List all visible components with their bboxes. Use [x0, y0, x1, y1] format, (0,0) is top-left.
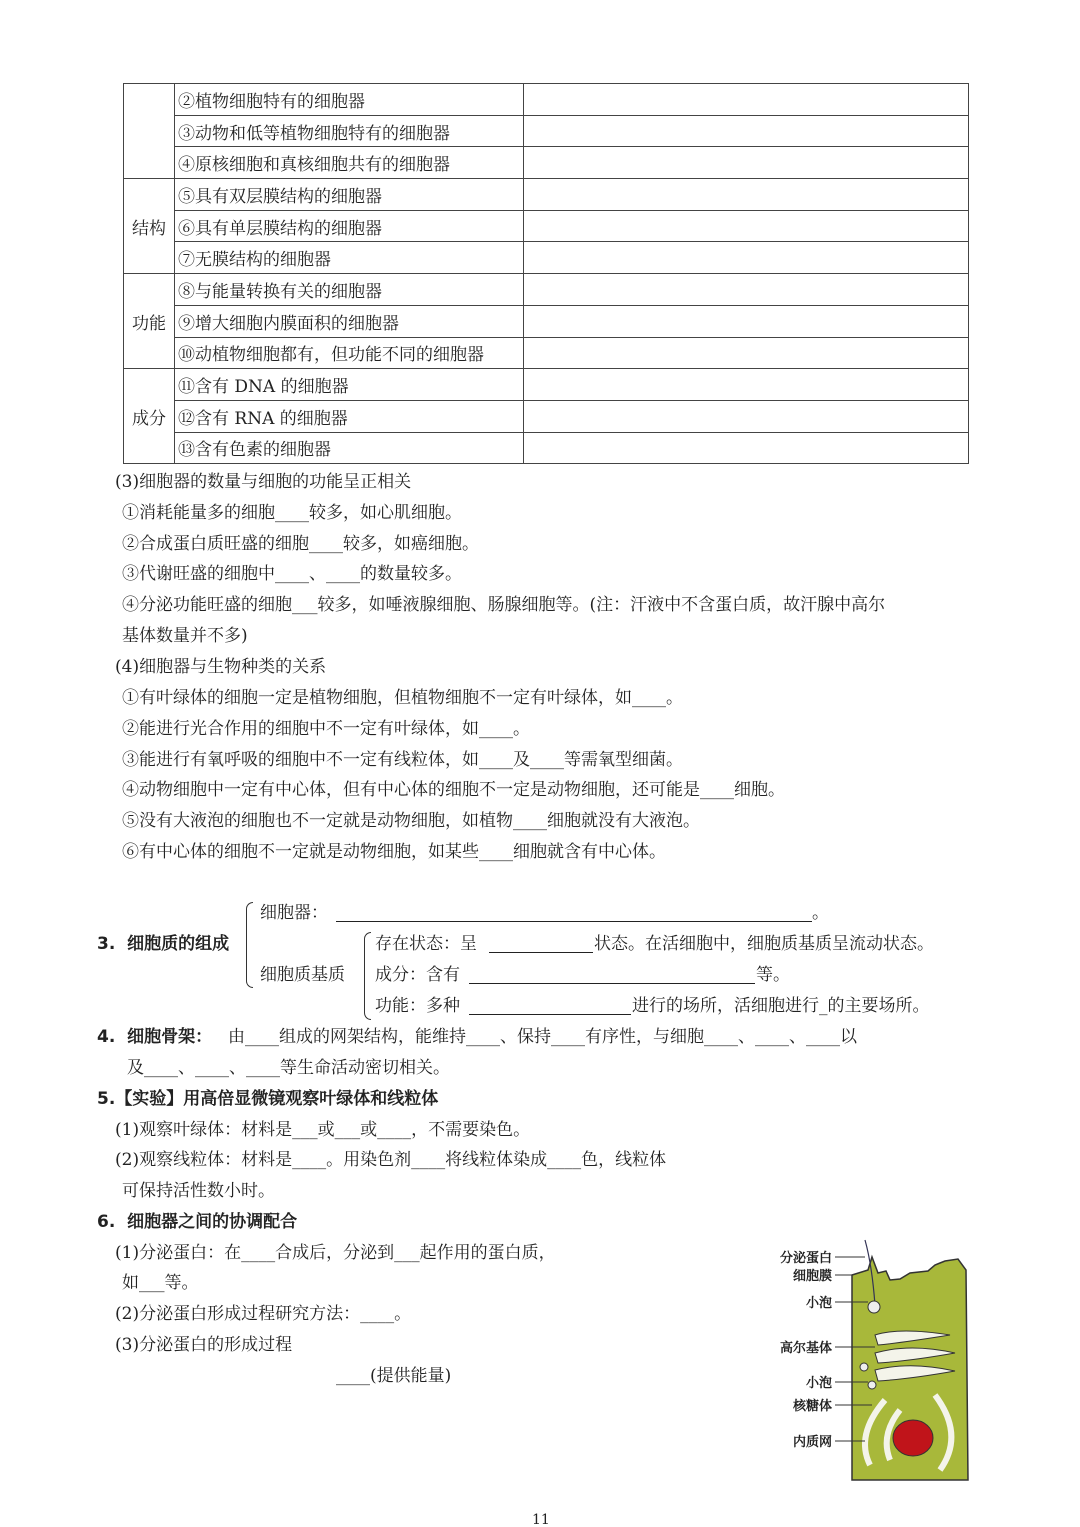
blank-line — [489, 952, 593, 953]
section-4-line: 及____、____、____等生命活动密切相关。 — [127, 1058, 450, 1078]
item-cell: ⑪含有 DNA 的细胞器 — [175, 369, 524, 401]
nucleus — [893, 1420, 933, 1456]
vesicle — [868, 1301, 880, 1313]
page-number: 11 — [532, 1512, 550, 1527]
period: 。 — [812, 903, 829, 923]
blank-line — [469, 983, 755, 984]
section-6-title: 6. 细胞器之间的协调配合 — [97, 1212, 298, 1232]
organelle-classification-table — [123, 83, 969, 464]
answer-cell[interactable] — [524, 115, 969, 147]
text-line: (3)细胞器的数量与细胞的功能呈正相关 — [115, 472, 412, 492]
state-label: 存在状态：呈 — [375, 934, 477, 954]
answer-cell[interactable] — [524, 242, 969, 274]
text-line: ①有叶绿体的细胞一定是植物细胞，但植物细胞不一定有叶绿体，如____。 — [122, 688, 683, 708]
organelle-label: 细胞器： — [260, 903, 328, 923]
answer-cell[interactable] — [524, 179, 969, 211]
section-4-title: 4. 细胞骨架： — [97, 1027, 213, 1047]
category-cell: 功能 — [124, 274, 175, 369]
section-5-line: (2)观察线粒体：材料是____。用染色剂____将线粒体染成____色，线粒体 — [115, 1150, 667, 1170]
section-4-line: 由____组成的网架结构，能维持____、保持____有序性，与细胞____、____、____以 — [228, 1027, 857, 1047]
state-text: 状态。在活细胞中，细胞质基质呈流动状态。 — [594, 934, 934, 954]
table-row — [124, 84, 969, 116]
energy-blank: ____(提供能量) — [336, 1366, 452, 1386]
table-row — [124, 305, 969, 337]
section-6-line: (3)分泌蛋白的形成过程 — [115, 1335, 293, 1355]
section-5-line: 可保持活性数小时。 — [122, 1181, 275, 1201]
table-row — [124, 400, 969, 432]
function-text: 进行的场所，活细胞进行_的主要场所。 — [632, 996, 930, 1016]
answer-cell[interactable] — [524, 400, 969, 432]
item-cell: ⑧与能量转换有关的细胞器 — [175, 274, 524, 306]
answer-cell[interactable] — [524, 274, 969, 306]
item-cell: ⑫含有 RNA 的细胞器 — [175, 400, 524, 432]
blank-line — [336, 921, 812, 922]
answer-cell[interactable] — [524, 147, 969, 179]
matrix-label: 细胞质基质 — [260, 965, 345, 985]
answer-cell[interactable] — [524, 432, 969, 464]
item-cell: ⑦无膜结构的细胞器 — [175, 242, 524, 274]
label-er: 内质网 — [792, 1435, 832, 1450]
label-secretory-protein: 分泌蛋白 — [779, 1251, 832, 1266]
text-line: ③能进行有氧呼吸的细胞中不一定有线粒体，如____及____等需氧型细菌。 — [122, 750, 683, 770]
label-ribosome: 核糖体 — [792, 1399, 832, 1414]
item-cell: ③动物和低等植物细胞特有的细胞器 — [175, 115, 524, 147]
section-6-line: (1)分泌蛋白：在____合成后，分泌到___起作用的蛋白质， — [115, 1243, 556, 1263]
section-6-line: 如___等。 — [122, 1273, 199, 1293]
function-label: 功能：多种 — [375, 996, 460, 1016]
section-6-line: (2)分泌蛋白形成过程研究方法：____。 — [115, 1304, 412, 1324]
item-cell: ⑨增大细胞内膜面积的细胞器 — [175, 305, 524, 337]
label-vesicle: 小泡 — [805, 1376, 832, 1391]
label-cell-membrane: 细胞膜 — [792, 1269, 832, 1284]
item-cell: ⑥具有单层膜结构的细胞器 — [175, 210, 524, 242]
table-row — [124, 369, 969, 401]
item-cell: ②植物细胞特有的细胞器 — [175, 84, 524, 116]
item-cell: ⑩动植物细胞都有，但功能不同的细胞器 — [175, 337, 524, 369]
table-row — [124, 179, 969, 211]
answer-cell[interactable] — [524, 305, 969, 337]
component-text: 等。 — [756, 965, 790, 985]
text-line: ⑥有中心体的细胞不一定就是动物细胞，如某些____细胞就含有中心体。 — [122, 842, 666, 862]
brace — [364, 932, 371, 1020]
section-3-title: 3. 细胞质的组成 — [97, 934, 230, 954]
item-cell: ④原核细胞和真核细胞共有的细胞器 — [175, 147, 524, 179]
item-cell: ⑬含有色素的细胞器 — [175, 432, 524, 464]
text-line: ①消耗能量多的细胞____较多，如心肌细胞。 — [122, 503, 462, 523]
category-cell — [124, 84, 175, 179]
table-row — [124, 147, 969, 179]
category-cell: 成分 — [124, 369, 175, 464]
answer-cell[interactable] — [524, 369, 969, 401]
answer-cell[interactable] — [524, 337, 969, 369]
text-line: ④动物细胞中一定有中心体，但有中心体的细胞不一定是动物细胞，还可能是____细胞。 — [122, 780, 785, 800]
answer-cell[interactable] — [524, 84, 969, 116]
section-5-title: 5.【实验】用高倍显微镜观察叶绿体和线粒体 — [97, 1089, 439, 1109]
table-row — [124, 210, 969, 242]
text-line: 基体数量并不多) — [122, 626, 248, 646]
table-row — [124, 242, 969, 274]
component-label: 成分：含有 — [375, 965, 460, 985]
table-row — [124, 115, 969, 147]
answer-cell[interactable] — [524, 210, 969, 242]
table-row — [124, 274, 969, 306]
label-vesicle: 小泡 — [805, 1296, 832, 1311]
text-line: ②合成蛋白质旺盛的细胞____较多，如癌细胞。 — [122, 534, 479, 554]
category-cell: 结构 — [124, 179, 175, 274]
label-golgi: 高尔基体 — [779, 1341, 832, 1356]
text-line: (4)细胞器与生物种类的关系 — [115, 657, 327, 677]
item-cell: ⑤具有双层膜结构的细胞器 — [175, 179, 524, 211]
section-5-line: (1)观察叶绿体：材料是___或___或____，不需要染色。 — [115, 1120, 531, 1140]
blank-line — [469, 1014, 631, 1015]
table-row — [124, 432, 969, 464]
text-line: ⑤没有大液泡的细胞也不一定就是动物细胞，如植物____细胞就没有大液泡。 — [122, 811, 700, 831]
text-line: ④分泌功能旺盛的细胞___较多，如唾液腺细胞、肠腺细胞等。(注：汗液中不含蛋白质，故汗腺中高尔 — [122, 595, 886, 615]
text-line: ②能进行光合作用的细胞中不一定有叶绿体，如____。 — [122, 719, 530, 739]
secretory-protein-cell-diagram — [760, 1235, 980, 1485]
table-row — [124, 337, 969, 369]
brace — [246, 902, 253, 988]
text-line: ③代谢旺盛的细胞中____、____的数量较多。 — [122, 564, 462, 584]
